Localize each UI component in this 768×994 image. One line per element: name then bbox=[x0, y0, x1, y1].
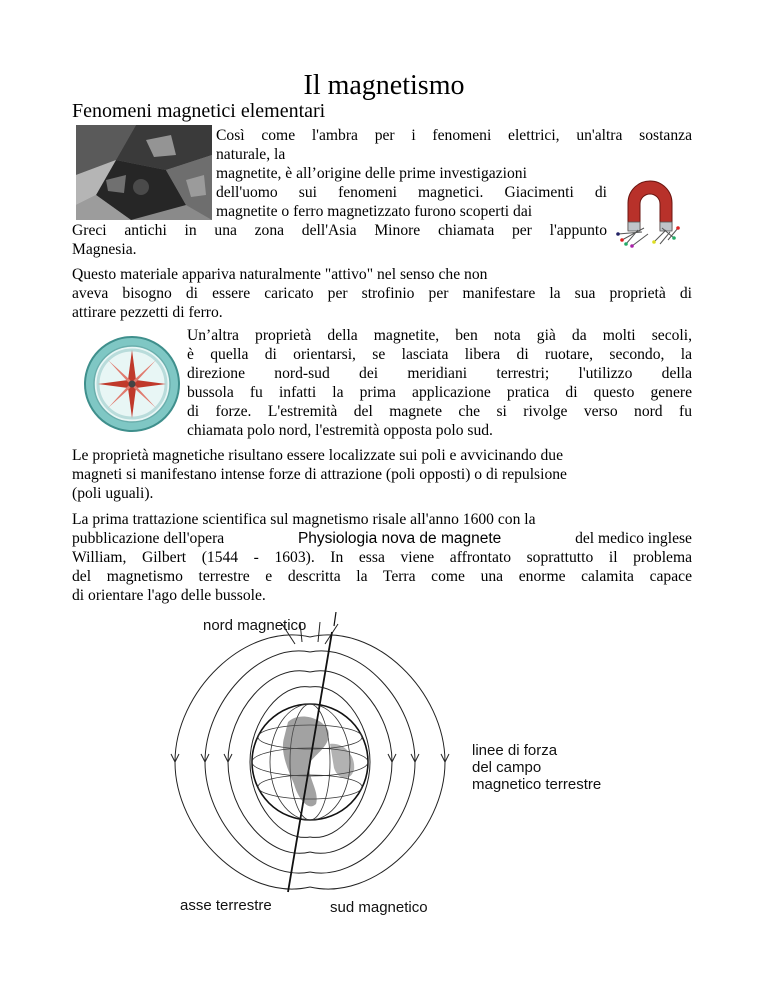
label-field-lines-3: magnetico terrestre bbox=[472, 776, 602, 793]
text-line: di orientare l'ago delle bussole. bbox=[72, 587, 266, 604]
text-line: William, Gilbert (1544 - 1603). In essa viene affrontato soprattutto il problema bbox=[72, 549, 692, 566]
text-line bbox=[72, 529, 692, 548]
page-title: Il magnetismo bbox=[303, 70, 465, 101]
text-line: chiamata polo nord, l'estremità opposta polo sud. bbox=[187, 422, 493, 439]
text-line: Le proprietà magnetiche risultano essere localizzate sui poli e avvicinando due bbox=[72, 447, 564, 464]
text-line: (poli uguali). bbox=[72, 485, 154, 502]
text-line: Questo materiale appariva naturalmente "attivo" nel senso che non bbox=[72, 266, 488, 283]
label-field-lines-2: del campo bbox=[472, 759, 542, 776]
text-line: del magnetismo terrestre e descritta la Terra come una enorme calamita capace bbox=[72, 568, 692, 585]
text-line: magneti si manifestano intense forze di attrazione (poli opposti) o di repulsione bbox=[72, 466, 567, 483]
text-run: pubblicazione dell'opera bbox=[72, 530, 225, 547]
text-line: magnetite, è all’origine delle prime investigazioni bbox=[216, 165, 527, 182]
work-title: Physiologia nova de magnete bbox=[297, 530, 502, 547]
text-line: Così come l'ambra per i fenomeni elettrici, un'altra sostanza bbox=[216, 127, 692, 144]
text-line: è quella di orientarsi, se lasciata libera di ruotare, secondo, la bbox=[187, 346, 692, 363]
text-line: magnetite o ferro magnetizzato furono scoperti dai bbox=[216, 203, 533, 220]
text-line: attirare pezzetti di ferro. bbox=[72, 304, 223, 321]
label-north-magnetic: nord magnetico bbox=[203, 617, 307, 634]
text-line: aveva bisogno di essere caricato per strofinio per manifestare la sua proprietà di bbox=[72, 285, 692, 302]
label-field-lines-1: linee di forza bbox=[472, 742, 558, 759]
earth-magnetic-field-diagram bbox=[160, 612, 460, 902]
text-line: direzione nord-sud dei meridiani terrestri; l'utilizzo della bbox=[187, 365, 692, 382]
text-line: Magnesia. bbox=[72, 241, 137, 258]
text-line: Un’altra proprietà della magnetite, ben nota già da molti secoli, bbox=[187, 327, 692, 344]
label-earth-axis: asse terrestre bbox=[180, 897, 272, 914]
label-south-magnetic: sud magnetico bbox=[330, 899, 428, 916]
text-line: La prima trattazione scientifica sul magnetismo risale all'anno 1600 con la bbox=[72, 511, 536, 528]
text-line: dell'uomo sui fenomeni magnetici. Giacimenti di bbox=[216, 184, 607, 201]
text-line: naturale, la bbox=[216, 146, 286, 163]
text-run: del medico inglese bbox=[575, 530, 692, 547]
text-line: Greci antichi in una zona dell'Asia Minore chiamata per l'appunto bbox=[72, 222, 607, 239]
text-line: di forze. L'estremità del magnete che si rivolge verso nord fu bbox=[187, 403, 692, 420]
magnetite-rock-image bbox=[76, 125, 212, 220]
horseshoe-magnet-image bbox=[614, 168, 689, 248]
section-heading: Fenomeni magnetici elementari bbox=[72, 100, 326, 122]
text-line: bussola fu infatti la prima applicazione pratica di questo genere bbox=[187, 384, 692, 401]
compass-image bbox=[83, 335, 181, 433]
